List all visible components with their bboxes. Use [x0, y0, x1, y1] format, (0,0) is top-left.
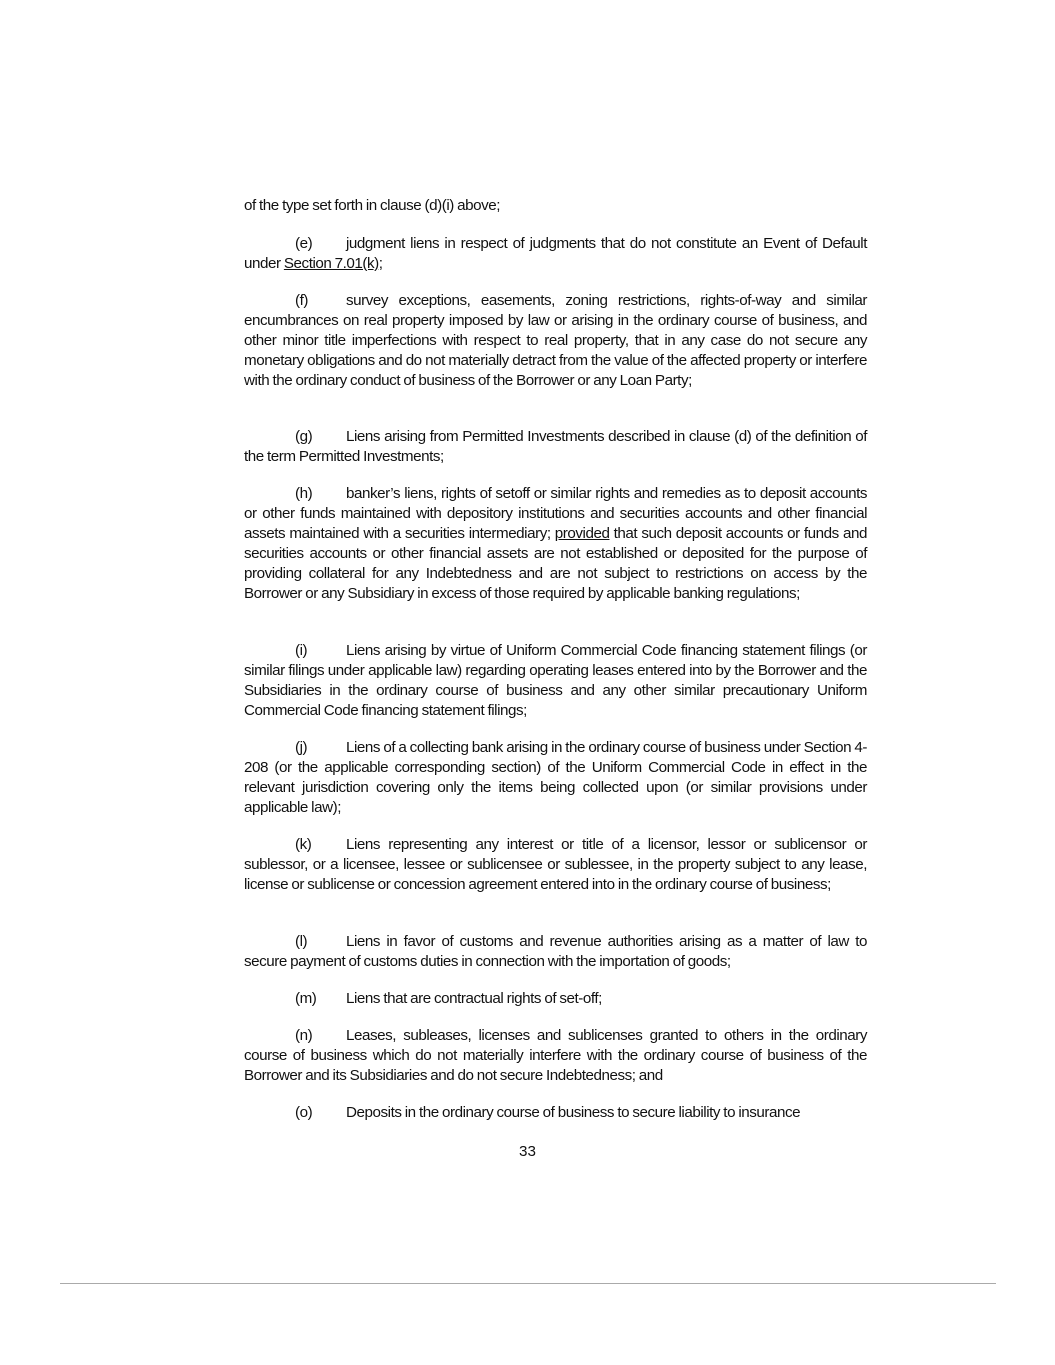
- clause-text: survey exceptions, easements, zoning restrictions, rights-of-way and similar encumbrances on real property imposed by law or arising in the ordinary course of business, and other minor title imperfections with respect to real property, that in any case do not secure any monetary obligations and do not materially detract from the value of the affected property or interfere with the ordinary conduct of business of the Borrower or any Loan Party;: [244, 292, 867, 389]
- page-number: 33: [519, 1143, 536, 1160]
- clause-label: (f): [295, 292, 308, 309]
- section-reference-link: Section 7.01(k): [283, 255, 379, 272]
- continuation-paragraph: [244, 196, 867, 216]
- clause-text: Liens representing any interest or title of a licensor, lessor or sublicensor or sublessor, or a licensee, lessee or sublicensee or sublessee, in the property subject to any lease, license or sublicense or concession agreement entered into in the ordinary course of business;: [244, 836, 867, 893]
- clause-g: [244, 427, 867, 467]
- clause-i: [244, 641, 867, 721]
- clause-text: Deposits in the ordinary course of business to secure liability to insurance: [346, 1104, 801, 1121]
- clause-text: Liens arising by virtue of Uniform Commercial Code financing statement filings (or similar filings under applicable law) regarding operating leases entered into by the Borrower and the Subsidiaries in the ordinary course of business and any other similar precautionary Uniform Commercial Code financing statement filings;: [244, 642, 867, 719]
- clause-label: (j): [295, 739, 308, 756]
- clause-text: Liens that are contractual rights of set-off;: [346, 990, 602, 1007]
- footer-divider: [60, 1283, 996, 1284]
- clause-text-end: that such deposit accounts or funds and securities accounts or other financial assets are not established or deposited for the purpose of providing collateral for any Indebtedness and are not subject to restrictions on access by the Borrower or any Subsidiary in excess of those required by applicable banking regulations;: [244, 525, 867, 602]
- clause-o: [244, 1103, 867, 1123]
- clause-label: (o): [295, 1104, 313, 1121]
- clause-label: (k): [295, 836, 312, 853]
- clause-label: (i): [295, 642, 308, 659]
- clause-e: [244, 234, 867, 274]
- clause-j: [244, 738, 867, 818]
- clause-label: (n): [295, 1027, 313, 1044]
- clause-k: [244, 835, 867, 895]
- clause-text: Liens arising from Permitted Investments described in clause (d) of the definition of the term Permitted Investments;: [244, 428, 867, 465]
- continuation-text: of the type set forth in clause (d)(i) above;: [244, 197, 501, 214]
- clause-text: banker’s liens, rights of setoff or similar rights and remedies as to deposit accounts or other funds maintained with depository institutions and securities accounts and other financial assets maintained with a securities intermediary;: [244, 485, 867, 542]
- clause-label: (l): [295, 933, 308, 950]
- clause-h: [244, 484, 867, 604]
- clause-label: (e): [295, 235, 313, 252]
- clause-n: [244, 1026, 867, 1086]
- clause-m: [244, 989, 867, 1009]
- clause-f: [244, 291, 867, 391]
- clause-text: judgment liens in respect of judgments that do not constitute an Event of Default under: [244, 235, 867, 272]
- clause-l: [244, 932, 867, 972]
- clause-text-end: ;: [378, 255, 383, 272]
- provided-emphasis: provided: [554, 525, 610, 542]
- clause-text: Leases, subleases, licenses and sublicenses granted to others in the ordinary course of business which do not materially interfere with the ordinary course of business of the Borrower and its Subsidiaries and do not secure Indebtedness; and: [244, 1027, 867, 1084]
- clause-text: Liens in favor of customs and revenue authorities arising as a matter of law to secure payment of customs duties in connection with the importation of goods;: [244, 933, 867, 970]
- clause-label: (m): [295, 990, 317, 1007]
- clause-label: (g): [295, 428, 313, 445]
- clause-text: Liens of a collecting bank arising in the ordinary course of business under Section 4-208 (or the applicable corresponding section) of the Uniform Commercial Code in effect in the relevant jurisdiction covering only the items being collected upon (or similar provisions under applicable law);: [244, 739, 867, 816]
- clause-label: (h): [295, 485, 313, 502]
